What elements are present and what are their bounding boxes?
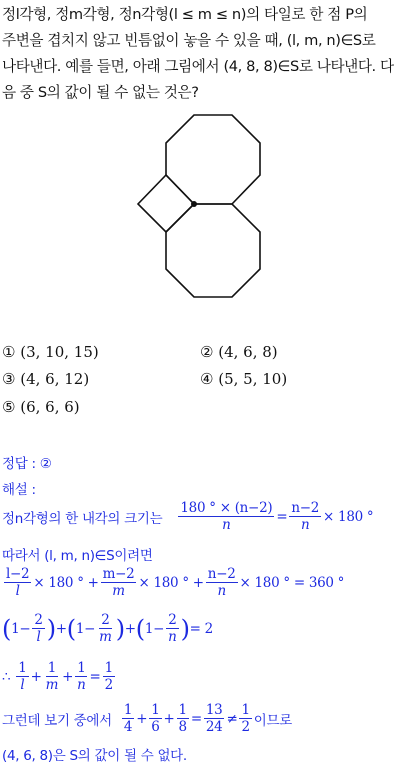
question-line-4: 음 중 S의 값이 될 수 없는 것은?: [2, 84, 199, 101]
choice-2[interactable]: ② (4, 6, 8): [200, 343, 278, 361]
question-line-2: 주변을 겹치지 않고 빈틈없이 놓을 수 있을 때, (l, m, n)∈S로: [2, 32, 376, 49]
explanation-label: 해설 :: [2, 482, 36, 498]
point-p-marker: [191, 201, 197, 207]
explanation-conclusion: (4, 6, 8)은 S의 값이 될 수 없다.: [2, 748, 187, 764]
question-line-3: 나타낸다. 예를 들면, 아래 그림에서 (4, 8, 8)∈S로 나타낸다. 다: [2, 58, 394, 75]
explanation-step-5: ∴ $\frac{1}{l}$ + $\frac{1}{m}$ + $\frac{1}{n}$ = $\frac{1}{2}$: [2, 660, 113, 693]
tiling-figure: [0, 0, 400, 300]
choice-4[interactable]: ④ (5, 5, 10): [200, 370, 288, 388]
explanation-step-1: 정n각형의 한 내각의 크기는 $\frac{180 ^\circ \times (n-2)}{n}$ = $\frac{n-2}{n}$ × 180 °: [2, 500, 374, 533]
explanation-step-4: ( 1− $\frac{2}{l}$ ) + ( 1− $\frac{2}{m}$ ) + ( 1− $\frac{2}{n}$ ) = 2: [2, 612, 213, 645]
choice-1[interactable]: ① (3, 10, 15): [2, 343, 99, 361]
square-tile: [138, 175, 194, 232]
choice-5[interactable]: ⑤ (6, 6, 6): [2, 398, 80, 416]
answer-label: 정답 : ②: [2, 456, 52, 472]
question-line-1: 정l각형, 정m각형, 정n각형(l ≤ m ≤ n)의 타일로 한 점 P의: [2, 6, 368, 23]
choice-3[interactable]: ③ (4, 6, 12): [2, 370, 90, 388]
explanation-step-2: 따라서 (l, m, n)∈S이려면: [2, 548, 153, 564]
explanation-step-3: $\frac{l-2}{l}$ × 180 ° + $\frac{m-2}{m}$ × 180 ° + $\frac{n-2}{n}$ × 180 ° = 360 °: [6, 566, 345, 599]
explanation-step-6: 그런데 보기 중에서 $\frac{1}{4}$ + $\frac{1}{6}$ + $\frac{1}{8}$ = $\frac{13}{24}$ ≠ $\frac{1}{2}$ 이므로: [2, 702, 292, 735]
